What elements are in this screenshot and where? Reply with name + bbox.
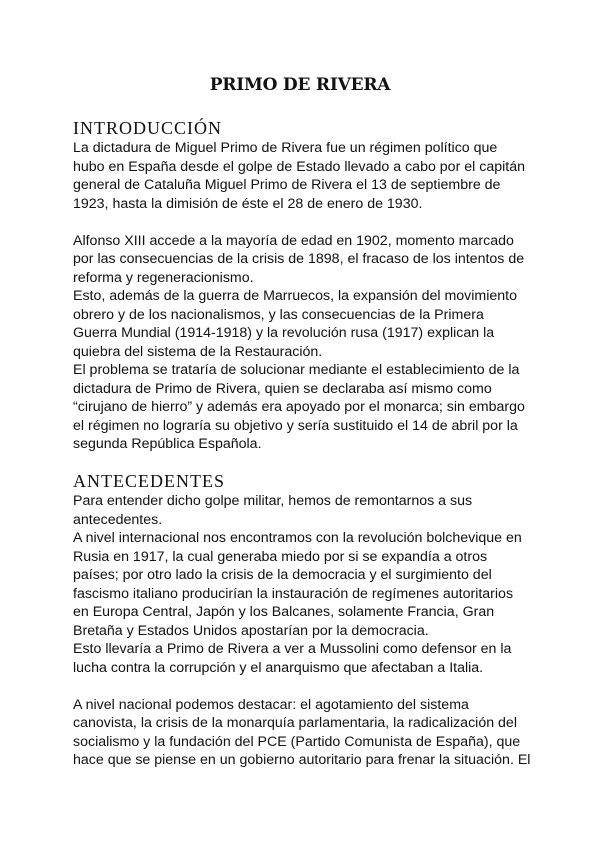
text-line: países; por otro lado la crisis de la democracia y el surgimiento del bbox=[73, 567, 492, 583]
text-line: A nivel nacional podemos destacar: el agotamiento del sistema bbox=[73, 696, 469, 713]
text-line: La dictadura de Miguel Primo de Rivera fue un régimen político que bbox=[73, 140, 498, 156]
text-line: hubo en España desde el golpe de Estado llevado a cabo por el capitán bbox=[73, 158, 525, 175]
text-line: Rusia en 1917, la cual generaba miedo por si se expandía a otros bbox=[73, 548, 488, 565]
text-line: Bretaña y Estados Unidos apostarían por la democracia. bbox=[73, 622, 429, 639]
text-line: Esto, además de la guerra de Marruecos, la expansión del movimiento bbox=[73, 288, 517, 304]
text-line: “cirujano de hierro” y además era apoyado por el monarca; sin embargo bbox=[73, 399, 525, 415]
text-line: A nivel internacional nos encontramos con la revolución bolchevique en bbox=[73, 530, 522, 546]
text-line: Guerra Mundial (1914-1918) y la revolución rusa (1917) explican la bbox=[73, 325, 495, 341]
text-line: fascismo italiano producirían la instauración de regímenes autoritarios bbox=[73, 585, 514, 602]
text-line: obrero y de los nacionalismos, y las consecuencias de la Primera bbox=[73, 306, 484, 323]
text-line: Para entender dicho golpe militar, hemos de remontarnos a sus bbox=[73, 493, 473, 509]
document-title: PRIMO DE RIVERA bbox=[209, 75, 391, 95]
text-line: hace que se piense en un gobierno autoritario para frenar la situación. El bbox=[73, 752, 531, 768]
text-line: por las consecuencias de la crisis de 1898, el fracaso de los intentos de bbox=[73, 251, 525, 267]
section-heading: ANTECEDENTES bbox=[73, 471, 225, 491]
text-line: 1923, hasta la dimisión de éste el 28 de enero de 1930. bbox=[73, 195, 423, 212]
section-heading: INTRODUCCIÓN bbox=[73, 118, 222, 138]
text-line: reforma y regeneracionismo. bbox=[73, 269, 254, 286]
section-introduccion bbox=[73, 117, 523, 454]
text-line: general de Cataluña Miguel Primo de Rivera el 13 de septiembre de bbox=[73, 177, 501, 193]
paragraph bbox=[73, 696, 531, 770]
text-line: Alfonso XIII accede a la mayoría de edad en 1902, momento marcado bbox=[73, 232, 514, 249]
text-line: El problema se trataría de solucionar mediante el establecimiento de la bbox=[73, 362, 520, 378]
text-line: Esto llevaría a Primo de Rivera a ver a Mussolini como defensor en la bbox=[73, 641, 512, 657]
text-line: el régimen no lograría su objetivo y sería sustituido el 14 de abril por la bbox=[73, 417, 518, 434]
paragraph bbox=[73, 232, 523, 454]
paragraph bbox=[73, 492, 523, 677]
text-line: lucha contra la corrupción y el anarquismo que afectaban a Italia. bbox=[73, 659, 484, 676]
text-line: antecedentes. bbox=[73, 511, 163, 528]
text-line: dictadura de Primo de Rivera, quien se declaraba así mismo como bbox=[73, 380, 492, 397]
text-line: en Europa Central, Japón y los Balcanes, solamente Francia, Gran bbox=[73, 604, 495, 620]
text-line: segunda República Española. bbox=[73, 436, 262, 452]
text-line: canovista, la crisis de la monarquía parlamentaria, la radicalización del bbox=[73, 715, 517, 731]
text-line: socialismo y la fundación del PCE (Partido Comunista de España), que bbox=[73, 733, 521, 750]
text-line: quiebra del sistema de la Restauración. bbox=[73, 343, 323, 360]
section-antecedentes bbox=[73, 470, 531, 770]
paragraph bbox=[73, 139, 523, 213]
